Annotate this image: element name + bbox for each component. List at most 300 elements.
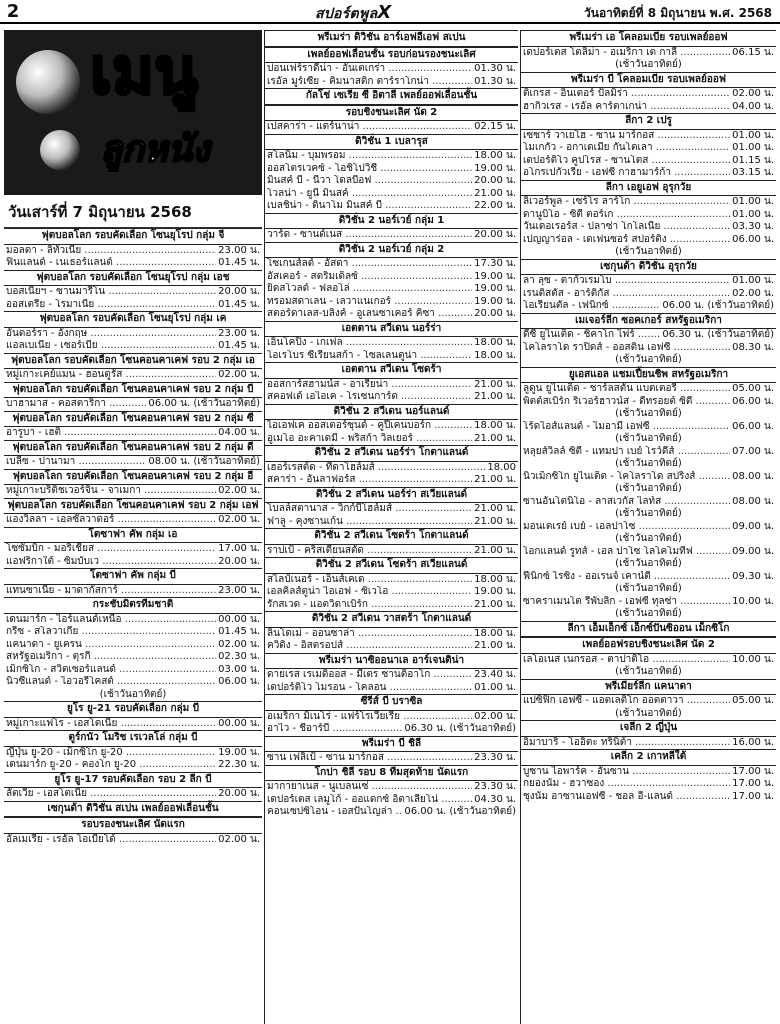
fixture-row — [265, 516, 518, 529]
fixture-row — [265, 175, 518, 188]
kickoff-note: (เช้าวันอาทิตย์) — [615, 533, 682, 544]
competition-heading: ฟุตบอลโลก รอบคัดเลือก โซนยุโรป กลุ่ม เค — [4, 311, 262, 328]
fixture-row — [521, 142, 776, 155]
fixture-teams: โคโลราโด ราปิดส์ - ออสติน เอฟซี ..... — [523, 342, 730, 355]
kickoff-time: 21.00 น. — [474, 503, 516, 514]
kickoff-time: 01.45 น. — [218, 340, 260, 351]
fixture-teams: ฮากิวเรส - เรอัล คาร์ตาเกน่า ..... — [523, 101, 730, 114]
fixture-teams: สคอฟเด้ เอไอเค - โรเซนการ์ด ..... — [267, 391, 472, 404]
fixture-row — [265, 121, 518, 134]
kickoff-time: 06.00 น. (เช้าวันอาทิตย์) — [662, 300, 774, 311]
fixture-row — [521, 47, 776, 60]
fixture-teams: หลุยส์วิลล์ ซิตี้ - แทมปา เบย์ โรว์ดี้ส์ ..... — [523, 446, 730, 459]
competition-heading: เซกุนด้า ดิวิชั่น อุรุกวัย — [521, 259, 776, 276]
fixture-row — [265, 682, 518, 695]
fixture-teams: ควิดิ้ง - อิสตรอปส์ ..... — [267, 640, 472, 653]
fixture-teams: อาไว - ชีอาร์บี ..... — [267, 723, 402, 736]
fixture-row — [521, 737, 776, 750]
fixture-teams: ดีซี ยูไนเต็ด - ชิคาโก ไฟร์ ..... — [523, 329, 660, 342]
kickoff-time: 02.00 น. — [218, 514, 260, 525]
fixture-row — [265, 271, 518, 284]
kickoff-time: 05.00 น. — [732, 383, 774, 394]
kickoff-time: 06.30 น. (เช้าวันอาทิตย์) — [404, 723, 516, 734]
fixture-teams: ลิเวอร์พูล - เซร์โร ลาร์โก ..... — [523, 196, 730, 209]
menu-banner — [4, 30, 262, 195]
fixture-row — [265, 474, 518, 487]
kickoff-note: (เช้าวันอาทิตย์) — [615, 246, 682, 257]
kickoff-time: 08.00 น. (เช้าวันอาทิตย์) — [148, 456, 260, 467]
competition-heading: ฟุตบอลโลก รอบคัดเลือก โซนคอนคาเคฟ รอบ 2 กลุ่ม อี — [4, 469, 262, 486]
kickoff-time: 23.00 น. — [218, 244, 260, 256]
kickoff-time: 19.00 น. — [474, 586, 516, 597]
competition-heading: ฟุตบอลโลก รอบคัดเลือก โซนยุโรป กลุ่ม เอช — [4, 270, 262, 287]
kickoff-time: 21.00 น. — [474, 187, 516, 199]
fixture-row — [521, 521, 776, 534]
fixture-teams: เอินโคปิ้ง - เกเฟล ..... — [267, 337, 472, 350]
fixture-teams: อิมาบาริ - โออิตะ ทรินิต้า ..... — [523, 737, 730, 750]
fixture-row — [4, 556, 262, 569]
page-header — [0, 0, 780, 24]
fixture-row — [521, 275, 776, 288]
competition-heading: พรีเมร่า ดิวิชั่น อาร์เอฟอีเอฟ สเปน — [265, 30, 518, 47]
kickoff-time: 01.45 น. — [218, 626, 260, 637]
kickoff-note: (เช้าวันอาทิตย์) — [99, 688, 167, 700]
kickoff-time: 19.00 น. — [474, 295, 516, 307]
fixture-teams: ฟินแลนด์ - เนเธอร์แลนด์ ..... — [6, 257, 216, 270]
kickoff-time: 22.00 น. — [474, 200, 516, 211]
kickoff-time: 04.00 น. — [218, 427, 260, 438]
competition-heading: กัลโช่ เซเรีย ซี อิตาลี เพลย์ออฟเลื่อนชั้น — [265, 88, 518, 105]
fixture-row — [4, 340, 262, 353]
kickoff-time: 18.00 น. — [474, 627, 516, 639]
fixture-teams: สคาร่า - อันลาฟอร์ส ..... — [267, 474, 472, 487]
issue-date: วันอาทิตย์ที่ 8 มิถุนายน พ.ศ. 2568 — [584, 6, 772, 20]
fixture-list — [265, 30, 518, 819]
fixture-row — [521, 167, 776, 180]
fixture-row — [265, 337, 518, 350]
fixture-teams: ฟีนิกซ์ ไรซิ่ง - ออเรนจ์ เคาน์ตี้ ..... — [523, 571, 730, 584]
fixture-teams: เดปอร์เตส เลมูโก้ - ออแดกซ์ อิตาเลียโน่ ..... — [267, 794, 472, 807]
fixture-row — [4, 245, 262, 258]
kickoff-time: 01.30 น. — [474, 63, 516, 74]
kickoff-time: 01.15 น. — [732, 154, 774, 166]
kickoff-note: (เช้าวันอาทิตย์) — [615, 666, 682, 677]
fixture-row — [265, 794, 518, 807]
fixture-teams: บาฮามาส - คอสตาริกา ..... — [6, 398, 146, 411]
fixture-row — [265, 806, 518, 819]
fixture-row — [4, 651, 262, 664]
kickoff-time: 20.00 น. — [218, 555, 260, 567]
kickoff-time: 06.00 น. (เช้าวันอาทิตย์) — [148, 398, 260, 409]
fixture-teams: อัลเมเรีย - เรอัล โอเบียโด้ ..... — [6, 834, 216, 847]
fixture-row — [4, 398, 262, 411]
fixture-teams: รักสเวด - แอตวิดาเบิร์ก ..... — [267, 599, 472, 612]
competition-heading: ตูร์กนัว โมริช เรเวลโล่ กลุ่ม บี — [4, 730, 262, 747]
fixture-teams: ลัตเวีย - เอสโตเนีย ..... — [6, 788, 216, 801]
fixture-teams: สหรัฐอเมริกา - ตุรกี ..... — [6, 651, 216, 664]
fixture-row — [4, 834, 262, 847]
fixture-teams: ออสการ์สฮามน์ส - อาเรียน่า ..... — [267, 379, 472, 392]
fixture-row — [4, 299, 262, 312]
fixture-row — [4, 257, 262, 270]
kickoff-note: (เช้าวันอาทิตย์) — [615, 483, 682, 494]
fixture-teams: สตอร์ดาเลส-บลิงค์ - อูเลนซาเคอร์ คิซา ..... — [267, 308, 472, 321]
kickoff-time: 02.30 น. — [218, 651, 260, 662]
fixture-teams: โมเกกัว - อกาเดเมีย กันโตเลา ..... — [523, 142, 730, 155]
fixture-teams: ดายเรส เรเมดิออส - มีเตร ซานติอาโก ..... — [267, 669, 472, 682]
fixture-teams: ดานูบิโอ - ซิตี้ ตอร์เก ..... — [523, 209, 730, 222]
fixture-teams: วันเดอเรอร์ส - ปลาซ่า โกโลเนีย ..... — [523, 221, 730, 234]
fixture-row — [265, 420, 518, 433]
fixture-row — [521, 446, 776, 459]
kickoff-time: 02.00 น. — [218, 833, 260, 845]
competition-heading: โตซาฟา คัพ กลุ่ม บี — [4, 568, 262, 585]
fixture-teams: ราปเป้ - คริสเตียนสตัด ..... — [267, 545, 472, 558]
fixture-row — [521, 196, 776, 209]
kickoff-time: 17.00 น. — [732, 778, 774, 789]
fixture-teams: โซเกนส์ลด์ - อัสดา ..... — [267, 258, 472, 271]
fixture-teams: มินสค์ บี - นีวา โดลบีอฟ ..... — [267, 175, 472, 188]
fixture-teams: เดปอร์ติโว คูปโรส - ซานโตส ..... — [523, 155, 730, 168]
fixture-row — [521, 791, 776, 804]
fixture-row — [521, 234, 776, 247]
fixture-teams: ซาน เฟลิเป้ - ซาน มาร์กอส ..... — [267, 752, 472, 765]
fixture-teams: เรอัล มูร์เซีย - คิมนาสติก ตาร์ราโกน่า ..... — [267, 76, 472, 89]
kickoff-time: 02.00 น. — [732, 88, 774, 99]
fixture-row — [521, 329, 776, 342]
fixture-teams: เฮอร์เรสต้ด - ทีดาโฮล์มส์ ..... — [267, 462, 485, 475]
fixture-row — [4, 585, 262, 598]
kickoff-time: 06.00 น. — [732, 233, 774, 245]
fixture-row — [265, 545, 518, 558]
fixture-teams: แอลเบเนีย - เซอร์เบีย ..... — [6, 340, 216, 353]
fixture-teams: แทนซาเนีย - มาดากัสการ์ ..... — [6, 585, 216, 598]
kickoff-time: 03.00 น. — [218, 663, 260, 675]
football-graphic — [16, 50, 80, 114]
fixture-row — [4, 626, 262, 639]
page-number: 2 — [6, 0, 20, 22]
kickoff-time: 23.30 น. — [474, 752, 516, 763]
kickoff-time: 23.00 น. — [218, 327, 260, 339]
kickoff-time: 00.00 น. — [218, 613, 260, 625]
competition-heading: ดิวิชั่น 2 สวีเดน วาสตร้า โกตาแลนด์ — [265, 611, 518, 628]
fixture-teams: หมู่เกาะเคย์แมน - ฮอนดูรัส ..... — [6, 369, 216, 382]
fixture-row — [521, 383, 776, 396]
fixture-row — [521, 300, 776, 313]
fixture-teams: อันดอร์รา - อังกฤษ ..... — [6, 328, 216, 341]
kickoff-time: 08.00 น. — [732, 495, 774, 507]
fixture-teams: อโกรเปกัวเรีย - เอฟซี กาฮามาร์ก้า ..... — [523, 167, 730, 180]
competition-heading: ฟุตบอลโลก รอบคัดเลือก โซนคอนคาเคฟ รอบ 2 กลุ่ม เอ — [4, 353, 262, 370]
brand-name: สปอร์ตพูล — [315, 6, 378, 22]
fixture-row — [265, 296, 518, 309]
fixture-teams: เลโอเนส เนกรอส - ตาปาติโอ ..... — [523, 654, 730, 667]
fixture-teams: ออสเตรีย - โรมาเนีย ..... — [6, 299, 216, 312]
kickoff-time: 20.00 น. — [474, 308, 516, 319]
kickoff-time: 02.00 น. — [218, 369, 260, 380]
fixture-row — [4, 485, 262, 498]
kickoff-time: 03.30 น. — [732, 221, 774, 232]
column-left — [4, 30, 262, 1024]
fixture-teams: คอนเซปซิโอน - เอสปันโญล่า ..... — [267, 806, 402, 819]
kickoff-time: 17.00 น. — [218, 543, 260, 554]
fixture-row — [265, 752, 518, 765]
fixture-teams: ญี่ปุ่น ยู-20 - เม็กซิโก ยู-20 ..... — [6, 747, 216, 760]
kickoff-time: 19.00 น. — [218, 746, 260, 758]
fixture-teams: พิตต์สเบิร์ก ริเวอร์ฮาวน์ส - ดีทรอยต์ ซิตี้ ..... — [523, 396, 730, 409]
competition-heading: โตซาฟา คัพ กลุ่ม เอ — [4, 527, 262, 544]
fixture-teams: กยองนัม - ฮวาซอง ..... — [523, 778, 730, 791]
kickoff-time: 06.00 น. (เช้าวันอาทิตย์) — [404, 806, 516, 817]
competition-heading: เอตตาน สวีเดน โซดร้า — [265, 362, 518, 379]
fixture-teams: ออสโตรเวคซ์ - โอชิโปวิชี่ ..... — [267, 163, 472, 176]
competition-heading: ยูโร ยู-17 รอบคัดเลือก รอบ 2 ลีก บี — [4, 772, 262, 789]
competition-heading: พรีเมร่า บี ชิลี — [265, 736, 518, 753]
column-right — [520, 30, 776, 1024]
fixture-teams: โวลน่า - ยูนี มินสค์ ..... — [267, 188, 472, 201]
kickoff-time: 01.00 น. — [474, 681, 516, 693]
kickoff-note: (เช้าวันอาทิตย์) — [615, 458, 682, 469]
kickoff-time: 09.30 น. — [732, 570, 774, 582]
competition-heading: ซีรีส์ บี บราซิล — [265, 694, 518, 711]
competition-heading: ดิวิชั่น 2 สวีเดน นอร์ร่า โกตาแลนด์ — [265, 445, 518, 462]
competition-heading: ดิวิชั่น 1 เบลารุส — [265, 134, 518, 151]
kickoff-time: 17.30 น. — [474, 258, 516, 269]
kickoff-time: 01.00 น. — [732, 129, 774, 141]
kickoff-time: 21.00 น. — [474, 544, 516, 556]
fixture-teams: นิวซีแลนด์ - ไอวอรี่โคสต์ ..... — [6, 676, 216, 689]
competition-heading: พรีเมร่า เอ โคลอมเบีย รอบเพลย์ออฟ — [521, 30, 776, 47]
competition-heading: ลีกา 2 เปรู — [521, 113, 776, 130]
fixture-row — [521, 695, 776, 708]
kickoff-time: 06.00 น. — [732, 420, 774, 432]
competition-heading: ลีกา เอ็มเอ็กซ์ เอ็กซ์ปันซิออน เม็กซิโก — [521, 621, 776, 638]
fixture-row — [265, 628, 518, 641]
fixture-row — [265, 711, 518, 724]
kickoff-note: (เช้าวันอาทิตย์) — [615, 59, 682, 70]
fixture-row — [265, 586, 518, 599]
fixture-row — [521, 766, 776, 779]
fixture-teams: เซซาร์ วาเยโฮ - ซาน มาร์กอส ..... — [523, 130, 730, 143]
fixture-teams: นิวเม็กซิโก ยูไนเต็ด - โคโลราโด สปริงส์ ..... — [523, 471, 730, 484]
competition-heading: รอบชิงชนะเลิศ นัด 2 — [265, 105, 518, 122]
kickoff-time: 21.00 น. — [474, 515, 516, 527]
fixture-teams: ลินโดเม่ - ออนซาล่า ..... — [267, 628, 472, 641]
fixture-teams: ทรอมสดาเลน - เลวาแนเกอร์ ..... — [267, 296, 472, 309]
fixture-teams: โบลล์สตานาส - วิกก์บีโฮล์มส์ ..... — [267, 503, 472, 516]
kickoff-time: 06.00 น. — [218, 676, 260, 687]
fixture-teams: ซานอันโตนิโอ - ลาสเวกัส ไลท์ส ..... — [523, 496, 730, 509]
fixture-teams: แคนาดา - ยูเครน ..... — [6, 639, 216, 652]
kickoff-time: 01.00 น. — [732, 142, 774, 153]
fixture-teams: หมู่เกาะบริติชเวอร์จิ้น - จาเมกา ..... — [6, 485, 216, 498]
fixture-row — [4, 328, 262, 341]
banner-title: เมนู — [90, 35, 198, 109]
fixture-row — [4, 614, 262, 627]
kickoff-time: 02.00 น. — [732, 287, 774, 299]
competition-heading: ดิวิชั่น 2 สวีเดน นอร์แลนด์ — [265, 404, 518, 421]
fixture-teams: สโลนิม - บุมพรอม ..... — [267, 150, 472, 163]
fixture-teams: มากายาเนส - นูเบลนเซ่ ..... — [267, 781, 472, 794]
competition-heading: ดิวิชั่น 2 สวีเดน โซดร้า สเวียแลนด์ — [265, 557, 518, 574]
kickoff-time: 09.00 น. — [732, 545, 774, 557]
kickoff-time: 01.45 น. — [218, 298, 260, 310]
fixture-teams: บอสเนียฯ - ซานมารีโน ..... — [6, 286, 216, 299]
kickoff-time: 18.00 น. — [474, 420, 516, 431]
kickoff-time: 21.00 น. — [474, 432, 516, 444]
fixture-teams: ฟาลู - คุงซานเก้น ..... — [267, 516, 472, 529]
column-middle — [264, 30, 518, 1024]
fixture-row — [521, 209, 776, 222]
fixture-teams: อเมริกา มิเนโร่ - แฟร์โรเวียเรีย ..... — [267, 711, 472, 724]
banner-subtitle: ลูกหนัง — [100, 129, 210, 170]
fixture-teams: ชุงนัม อาซานเอฟซี - ชอล อี-แลนด์ ..... — [523, 791, 730, 804]
competition-heading: พรีเมร่า นาซิออนาเล อาร์เจนติน่า — [265, 653, 518, 670]
fixture-row — [521, 101, 776, 114]
fixture-row — [265, 433, 518, 446]
kickoff-time: 02.00 น. — [474, 710, 516, 722]
kickoff-time: 20.00 น. — [474, 229, 516, 240]
fixture-teams: เปญญาร่อล - เดเฟนซอร์ สปอร์ติ้ง ..... — [523, 234, 730, 247]
kickoff-time: 01.30 น. — [474, 75, 516, 87]
fixture-teams: แปซิฟิก เอฟซี - แอตเลติโก ออตตาวา ..... — [523, 695, 730, 708]
competition-heading: โกปา ชิลี รอบ 8 ทีมสุดท้าย นัดแรก — [265, 765, 518, 782]
fixture-row — [4, 427, 262, 440]
fixture-row — [4, 639, 262, 652]
fixture-row — [4, 788, 262, 801]
fixture-row — [4, 514, 262, 527]
fixture-teams: อารูบา - เฮติ ..... — [6, 427, 216, 440]
brand-x: X — [377, 2, 392, 23]
kickoff-time: 20.00 น. — [218, 286, 260, 297]
competition-heading: เคลีก 2 เกาหลีใต้ — [521, 749, 776, 766]
kickoff-time: 06.00 น. — [732, 395, 774, 407]
competition-heading: เจลีก 2 ญี่ปุ่น — [521, 720, 776, 737]
fixture-row — [521, 778, 776, 791]
fixture-teams: หมู่เกาะแฟโร - เอสโตเนีย ..... — [6, 718, 216, 731]
kickoff-note: (เช้าวันอาทิตย์) — [615, 558, 682, 569]
competition-heading: ฟุตบอลโลก รอบคัดเลือก โซนคอนคาเคฟ รอบ 2 กลุ่ม บี — [4, 382, 262, 399]
kickoff-time: 18.00 น. — [474, 573, 516, 585]
competition-heading: เอตตาน สวีเดน นอร์ร่า — [265, 321, 518, 338]
competition-heading: ฟุตบอลโลก รอบคัดเลือก โซนคอนคาเคฟ รอบ 2 กลุ่ม ดี — [4, 440, 262, 457]
competition-heading: ดิวิชั่น 2 นอร์เวย์ กลุ่ม 2 — [265, 242, 518, 259]
fixture-row — [521, 155, 776, 168]
kickoff-time: 08.30 น. — [732, 341, 774, 353]
fixture-teams: ปอนเฟร์ราดีน่า - อันเตเกร่า ..... — [267, 63, 472, 76]
fixture-row — [4, 369, 262, 382]
fixture-row — [265, 188, 518, 201]
competition-heading: เพลย์ออฟรอบชิงชนะเลิศ นัด 2 — [521, 637, 776, 654]
fixture-row — [521, 288, 776, 301]
fixture-teams: เดนมาร์ก - ไอร์แลนด์เหนือ ..... — [6, 614, 216, 627]
fixture-row — [265, 283, 518, 296]
kickoff-time: 23.00 น. — [218, 584, 260, 596]
fixture-row — [265, 163, 518, 176]
kickoff-time: 02.15 น. — [474, 121, 516, 132]
kickoff-time: 16.00 น. — [732, 736, 774, 748]
kickoff-note: (เช้าวันอาทิตย์) — [615, 707, 682, 719]
fixture-row — [4, 718, 262, 731]
fixture-row — [265, 258, 518, 271]
competition-heading: เพลย์ออฟเลื่อนชั้น รอบก่อนรองชนะเลิศ — [265, 47, 518, 64]
fixture-row — [4, 286, 262, 299]
fixture-row — [265, 350, 518, 363]
kickoff-time: 18.00 — [487, 461, 516, 473]
football-graphic — [40, 130, 80, 170]
kickoff-note: (เช้าวันอาทิตย์) — [615, 583, 682, 594]
kickoff-time: 06.30 น. (เช้าวันอาทิตย์) — [662, 329, 774, 340]
fixture-teams: โอกแลนด์ รูทส์ - เอล ปาโซ โลโคโมทีฟ ..... — [523, 546, 730, 559]
fixture-row — [521, 130, 776, 143]
kickoff-time: 19.00 น. — [474, 162, 516, 174]
fixture-row — [4, 456, 262, 469]
kickoff-time: 21.00 น. — [474, 378, 516, 390]
fixture-row — [265, 308, 518, 321]
competition-heading: ฟุตบอลโลก รอบคัดเลือก โซนคอนคาเคฟ รอบ 2 กลุ่ม ซี — [4, 411, 262, 428]
fixture-teams: อัสเคอร์ - สตริมเด็ลซ์ ..... — [267, 271, 472, 284]
competition-heading: พรีเมร่า บี โคลอมเบีย รอบเพลย์ออฟ — [521, 72, 776, 89]
competition-heading: ฟุตบอลโลก รอบคัดเลือก โซนยุโรป กลุ่ม จี — [4, 228, 262, 245]
kickoff-time: 21.00 น. — [474, 598, 516, 610]
fixture-row — [265, 723, 518, 736]
kickoff-time: 17.00 น. — [732, 765, 774, 777]
fixture-teams: บูซาน ไอพาร์ค - อันซาน ..... — [523, 766, 730, 779]
fixture-teams: อูเมโอ อะคาเดมี่ - พริสก้า วิลเยอร์ ..... — [267, 433, 472, 446]
fixture-row — [265, 781, 518, 794]
kickoff-time: 04.00 น. — [732, 100, 774, 112]
competition-heading: ดิวิชั่น 2 สวีเดน โซดร้า โกตาแลนด์ — [265, 528, 518, 545]
competition-heading: เมเจอร์ลีก ซอคเกอร์ สหรัฐอเมริกา — [521, 313, 776, 330]
fixture-row — [4, 543, 262, 556]
competition-heading: กระชับมิตรทีมชาติ — [4, 597, 262, 614]
kickoff-note: (เช้าวันอาทิตย์) — [615, 408, 682, 419]
fixture-teams: เรนติสตัส - อาร์ติกัส ..... — [523, 288, 730, 301]
fixture-teams: ไอเอฟเค ออสเตอร์ซุนด์ - คูปีเคนบอร์ก ..... — [267, 420, 472, 433]
kickoff-time: 21.00 น. — [474, 474, 516, 485]
fixture-row — [265, 640, 518, 653]
kickoff-note: (เช้าวันอาทิตย์) — [615, 508, 682, 519]
fixture-row — [265, 462, 518, 475]
fixture-row — [521, 596, 776, 609]
fixture-teams: เม็กซิโก - สวิตเซอร์แลนด์ ..... — [6, 664, 216, 677]
fixture-teams: แอฟริกาใต้ - ซิมบับเว ..... — [6, 556, 216, 569]
kickoff-note: (เช้าวันอาทิตย์) — [615, 354, 682, 365]
kickoff-time: 20.00 น. — [218, 788, 260, 799]
kickoff-time: 23.30 น. — [474, 781, 516, 792]
fixture-teams: โอเรโบร ซีเรียนสก้า - โซลเลนตูน่า ..... — [267, 350, 472, 363]
competition-heading: ยูโร ยู-21 รอบคัดเลือก กลุ่ม บี — [4, 701, 262, 718]
fixture-row — [265, 150, 518, 163]
kickoff-time: 21.00 น. — [474, 640, 516, 651]
fixture-row — [265, 669, 518, 682]
fixture-list — [4, 228, 262, 846]
kickoff-time: 00.00 น. — [218, 717, 260, 729]
fixture-teams: ยิดสโวลด์ - ฟลอโล่ ..... — [267, 283, 472, 296]
competition-heading: เซกุนด้า ดิวิชั่น สเปน เพลย์ออฟเลื่อนชั้น — [4, 801, 262, 818]
fixture-row — [521, 421, 776, 434]
fixture-teams: สไลป์เนอร์ - เอ็นส์เคเด ..... — [267, 574, 472, 587]
kickoff-time: 10.00 น. — [732, 595, 774, 607]
kickoff-note: (เช้าวันอาทิตย์) — [615, 608, 682, 619]
competition-heading: ฟุตบอลโลก รอบคัดเลือก โซนคอนคาเคฟ รอบ 2 กลุ่ม เอฟ — [4, 498, 262, 515]
fixture-teams: โอเรียนตัล - เฟนิกซ์ ..... — [523, 300, 660, 313]
fixture-teams: แองวิลลา - เอลซัลวาดอร์ ..... — [6, 514, 216, 527]
fixture-row — [521, 546, 776, 559]
kickoff-time: 02.00 น. — [218, 485, 260, 496]
fixture-teams: เอลคิลส์ตูน่า ไอเอฟ - ซิเวโอ ..... — [267, 586, 472, 599]
fixture-teams: เดนมาร์ก ยู-20 - คองโก ยู-20 ..... — [6, 759, 216, 772]
